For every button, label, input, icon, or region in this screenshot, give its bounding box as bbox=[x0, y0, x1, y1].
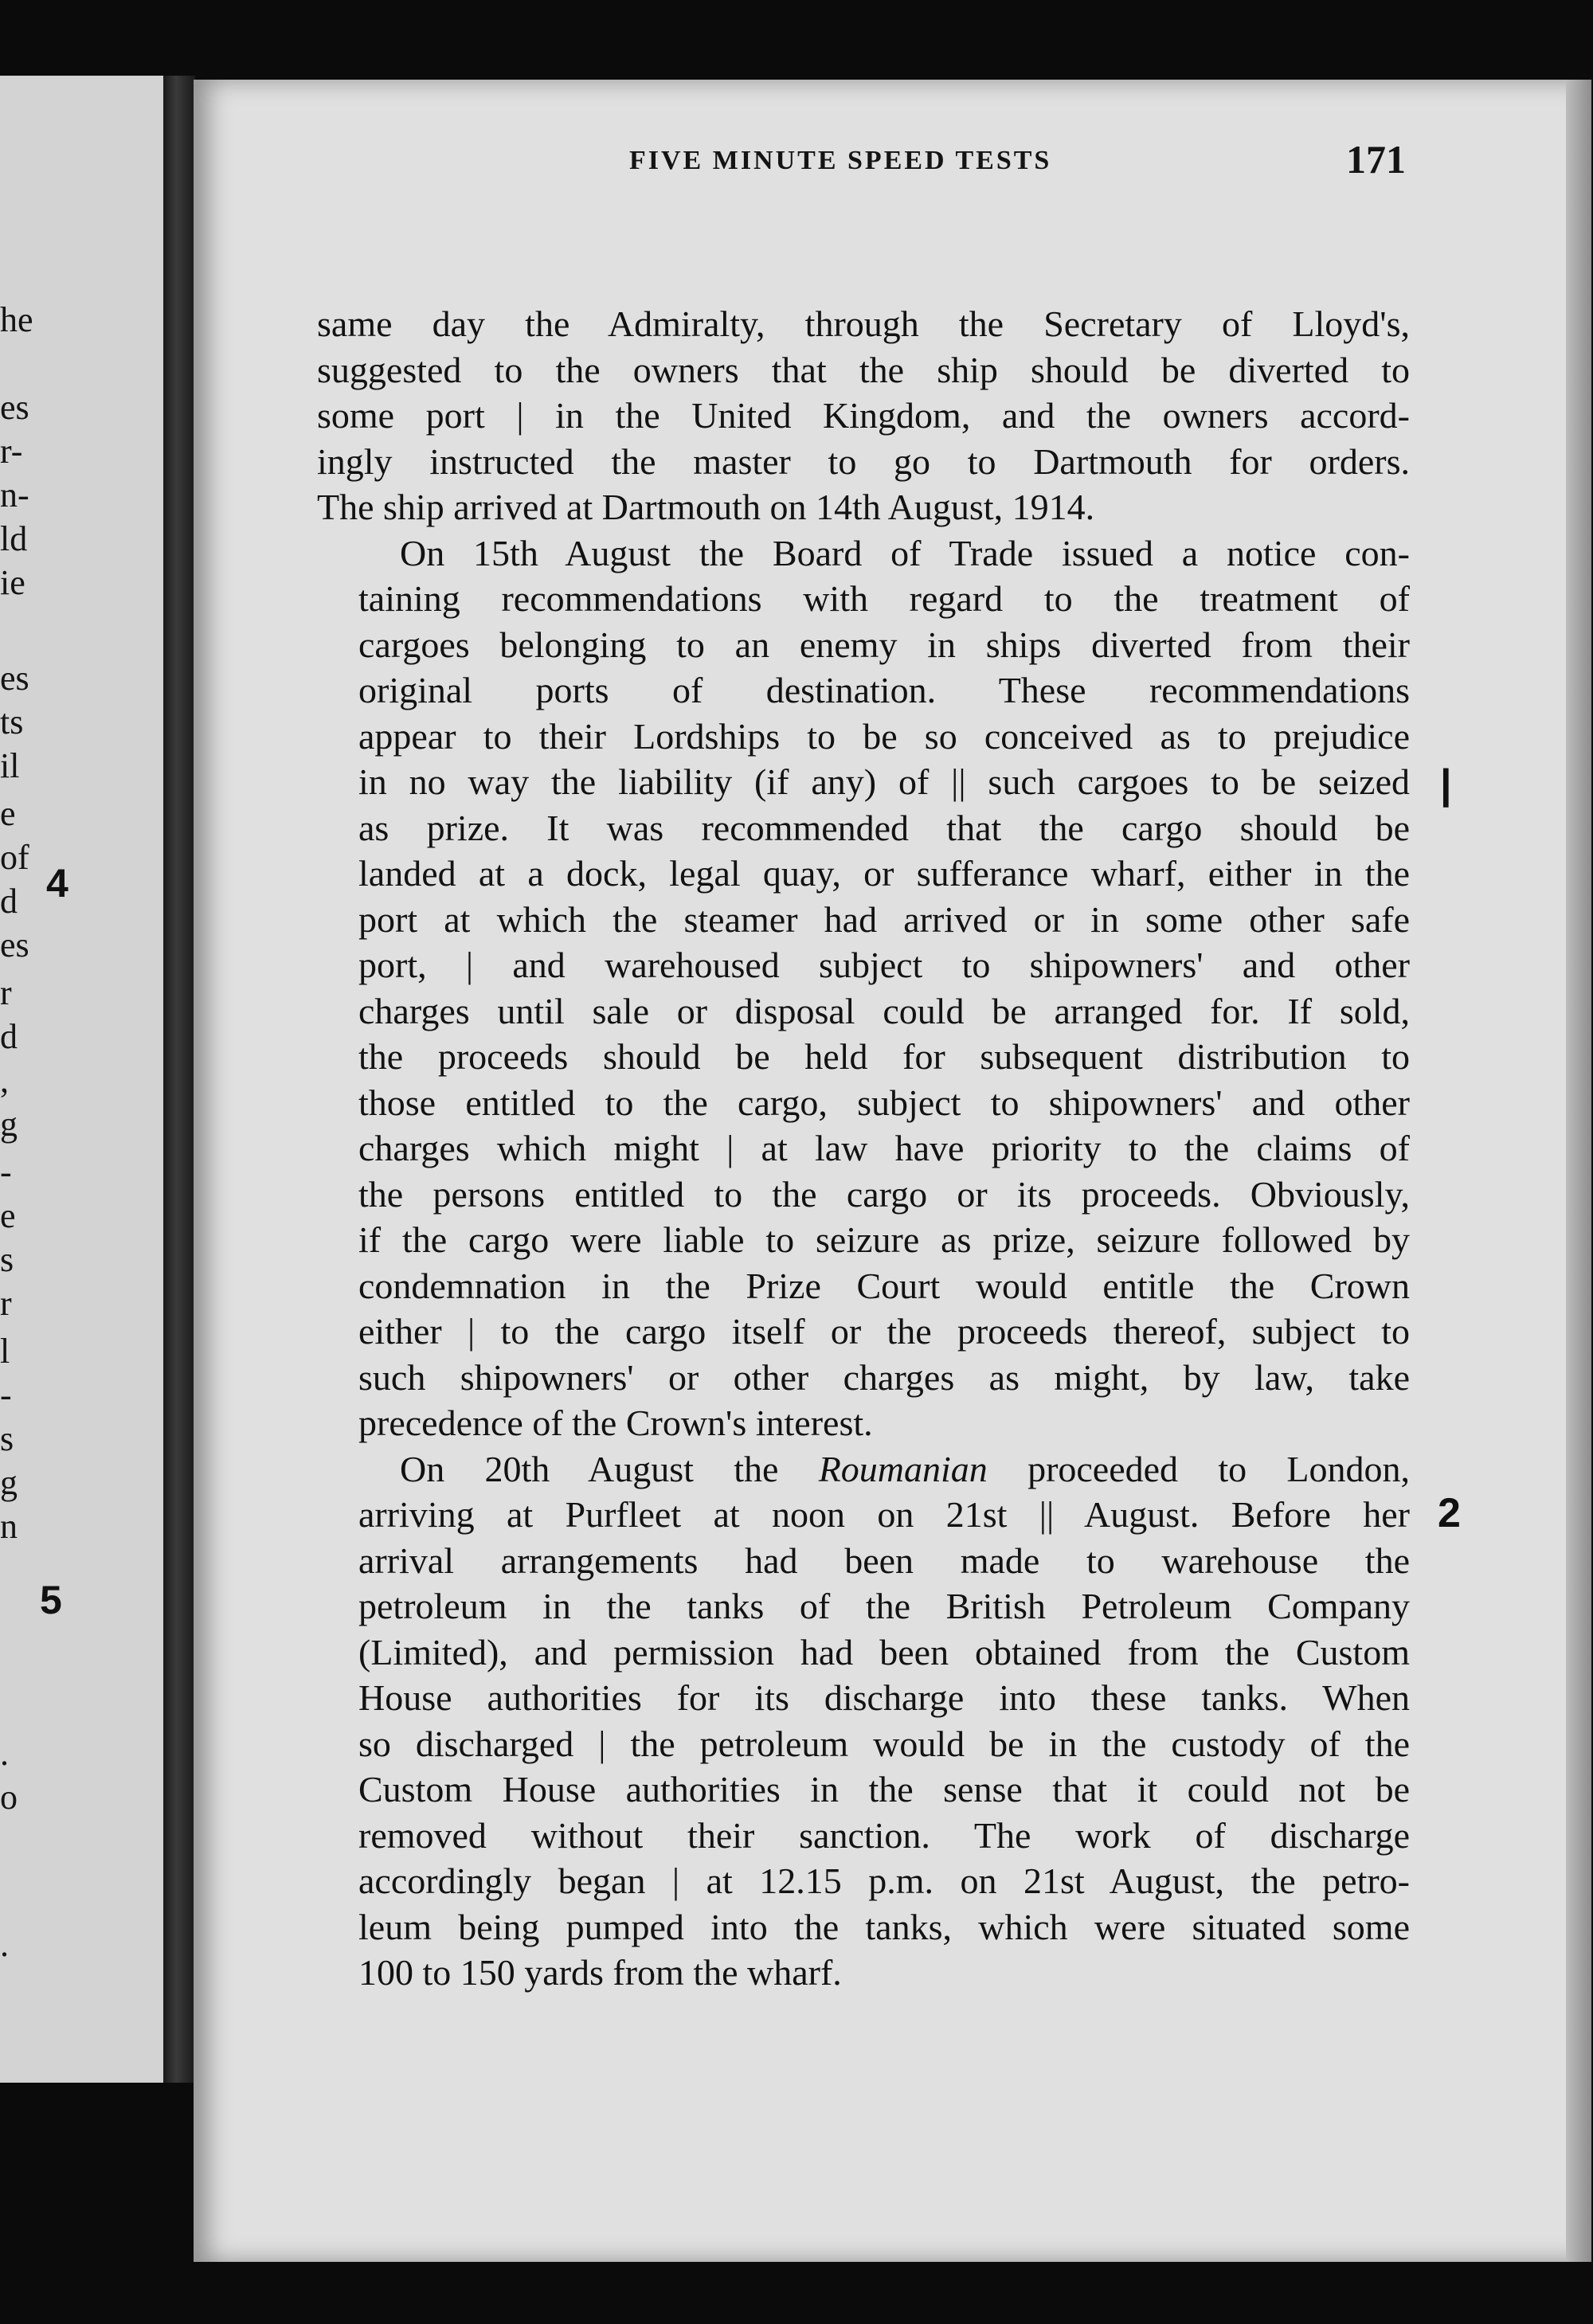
text-line: House authorities for its discharge into these tanks. When bbox=[358, 1677, 1410, 1718]
text-line: such shipowners' or other charges as might, by law, take bbox=[358, 1356, 1410, 1398]
left-page-fragment: es bbox=[0, 925, 29, 964]
running-head-title: FIVE MINUTE SPEED TESTS bbox=[629, 146, 1052, 175]
text-line: arrival arrangements had been made to warehouse the bbox=[358, 1540, 1410, 1581]
left-page-fragment: - bbox=[0, 1375, 12, 1414]
text-line: removed without their sanction. The work of discharge bbox=[358, 1814, 1410, 1856]
left-page-fragment: g bbox=[0, 1463, 18, 1502]
text-line: the proceeds should be held for subsequent distribution to bbox=[358, 1036, 1410, 1077]
text-line: so discharged | the petroleum would be in the custody of the bbox=[358, 1723, 1410, 1764]
text-line: arriving at Purfleet at noon on 21st || August. Before her bbox=[358, 1494, 1410, 1535]
left-page-fragment: n- bbox=[0, 475, 29, 514]
left-margin-number-4: 4 bbox=[46, 861, 68, 906]
left-page-fragment: es bbox=[0, 659, 29, 698]
text-line: some port | in the United Kingdom, and the owners accord- bbox=[317, 395, 1410, 436]
left-page-fragment: s bbox=[0, 1240, 14, 1279]
left-page-fragment: l bbox=[0, 1332, 10, 1371]
left-page-fragment: r- bbox=[0, 432, 23, 471]
left-page-fragment: r bbox=[0, 973, 12, 1012]
text-line: charges which might | at law have priority to the claims of bbox=[358, 1128, 1410, 1168]
text-line: port at which the steamer had arrived or in some other safe bbox=[358, 898, 1410, 940]
left-page-fragment: n bbox=[0, 1507, 18, 1546]
body-text bbox=[317, 301, 1410, 1996]
left-page-fragment: d bbox=[0, 1017, 18, 1056]
text-line: as prize. It was recommended that the cargo should be bbox=[358, 807, 1410, 848]
text-line: port, | and warehoused subject to shipowners' and other bbox=[358, 945, 1410, 985]
left-page-fragment: . bbox=[0, 1925, 9, 1964]
text-line: same day the Admiralty, through the Secretary of Lloyd's, bbox=[317, 303, 1410, 344]
left-page-fragment: s bbox=[0, 1419, 14, 1458]
left-page-fragment: o bbox=[0, 1778, 18, 1817]
text-line: landed at a dock, legal quay, or sufferance wharf, either in the bbox=[358, 853, 1410, 894]
text-line: leum being pumped into the tanks, which were situated some bbox=[358, 1906, 1410, 1947]
text-line: On 15th August the Board of Trade issued a notice con- bbox=[400, 532, 1410, 573]
paragraph bbox=[317, 301, 1410, 530]
text-line: in no way the liability (if any) of || such cargoes to be seized bbox=[358, 761, 1410, 802]
paragraph bbox=[317, 1446, 1410, 1996]
text-line: those entitled to the cargo, subject to shipowners' and other bbox=[358, 1082, 1410, 1123]
left-margin-number-5: 5 bbox=[40, 1578, 62, 1622]
right-margin-mark-2: 2 bbox=[1438, 1490, 1461, 1536]
text-line: taining recommendations with regard to the treatment of bbox=[358, 578, 1410, 619]
page-number: 171 bbox=[1346, 137, 1406, 182]
left-page-fragment: e bbox=[0, 794, 16, 833]
text-line: either | to the cargo itself or the proceeds thereof, subject to bbox=[358, 1311, 1410, 1352]
left-page-fragment: il bbox=[0, 746, 20, 785]
text-line: On 20th August the Roumanian proceeded to London, bbox=[400, 1448, 1410, 1489]
text-line: charges until sale or disposal could be arranged for. If sold, bbox=[358, 990, 1410, 1031]
text-line: 100 to 150 yards from the wharf. bbox=[358, 1952, 842, 1993]
left-page-fragment: d bbox=[0, 882, 18, 921]
left-page-fragment: ie bbox=[0, 563, 25, 602]
left-page-fragment: es bbox=[0, 388, 29, 427]
left-page-fragment: r bbox=[0, 1284, 12, 1323]
page-edge bbox=[1566, 80, 1591, 2262]
text-line: Custom House authorities in the sense that it could not be bbox=[358, 1769, 1410, 1810]
left-page-fragment: he bbox=[0, 300, 33, 339]
left-page-fragment: - bbox=[0, 1152, 12, 1191]
text-line: if the cargo were liable to seizure as prize, seizure followed by bbox=[358, 1219, 1410, 1260]
text-line: appear to their Lordships to be so conceived as to prejudice bbox=[358, 715, 1410, 757]
left-page-fragment: e bbox=[0, 1196, 16, 1235]
right-margin-mark-bar: | bbox=[1440, 761, 1452, 808]
text-line: precedence of the Crown's interest. bbox=[358, 1403, 873, 1443]
text-line: The ship arrived at Dartmouth on 14th August, 1914. bbox=[317, 487, 1095, 527]
text-line: the persons entitled to the cargo or its proceeds. Obviously, bbox=[358, 1173, 1410, 1215]
left-page bbox=[0, 76, 168, 2083]
left-page-fragment: of bbox=[0, 838, 29, 877]
text-line: condemnation in the Prize Court would entitle the Crown bbox=[358, 1265, 1410, 1306]
text-line: accordingly began | at 12.15 p.m. on 21st August, the petro- bbox=[358, 1860, 1410, 1901]
text-line: original ports of destination. These recommendations bbox=[358, 670, 1410, 710]
paragraph bbox=[317, 530, 1410, 1446]
text-line: petroleum in the tanks of the British Petroleum Company bbox=[358, 1586, 1410, 1626]
left-page-fragment: , bbox=[0, 1061, 9, 1100]
text-line: suggested to the owners that the ship should be diverted to bbox=[317, 349, 1410, 390]
text-line: cargoes belonging to an enemy in ships diverted from their bbox=[358, 624, 1410, 665]
left-page-fragment: ld bbox=[0, 519, 28, 558]
book-spine bbox=[163, 76, 195, 2083]
left-page-fragment: ts bbox=[0, 702, 24, 741]
left-page-fragment: g bbox=[0, 1105, 18, 1144]
left-page-fragment: . bbox=[0, 1734, 9, 1773]
text-line: ingly instructed the master to go to Dartmouth for orders. bbox=[317, 440, 1410, 482]
text-line: (Limited), and permission had been obtained from the Custom bbox=[358, 1631, 1410, 1673]
